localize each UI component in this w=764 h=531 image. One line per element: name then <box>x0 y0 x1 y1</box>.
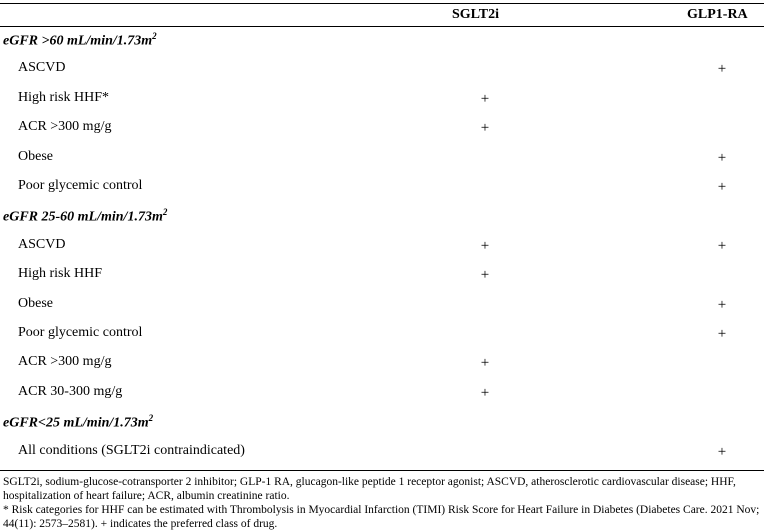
table-row <box>0 325 764 349</box>
table-row <box>0 237 764 261</box>
row-label: ASCVD <box>18 236 66 252</box>
row-label: Poor glycemic control <box>18 178 143 193</box>
row-label: ASCVD <box>18 60 66 76</box>
column-header-glp1ra: GLP1-RA <box>687 7 748 22</box>
footnote-risk: * Risk categories for HHF can be estimated with Thrombolysis in Myocardial Infarction (TIMI) Risk Score for Heart Failure in Diabetes (Diabetes Care. 2021 Nov; 44(11): 2573–2581). + indicates the preferred class of drug. <box>3 504 760 530</box>
table-row <box>0 354 764 378</box>
sglt2i-mark: + <box>480 384 490 401</box>
section-title-superscript: 2 <box>152 31 157 41</box>
row-label: All conditions (SGLT2i contraindicated) <box>18 442 245 458</box>
table-row <box>0 119 764 143</box>
section-title <box>3 413 153 432</box>
footnotes <box>3 475 761 531</box>
sglt2i-mark: + <box>480 120 490 137</box>
table-row <box>0 90 764 114</box>
glp1ra-mark: + <box>717 326 727 342</box>
glp1ra-mark: + <box>717 149 727 166</box>
glp1ra-mark: + <box>717 179 727 195</box>
sglt2i-mark: + <box>480 267 490 284</box>
table-row <box>0 60 764 84</box>
section-title-text: eGFR >60 mL/min/1.73m <box>3 33 153 49</box>
table-bottom-rule <box>0 470 764 471</box>
row-label: High risk HHF* <box>18 89 110 105</box>
section-row <box>0 207 764 231</box>
table-row <box>0 384 764 408</box>
table-row <box>0 149 764 173</box>
section-title <box>3 207 167 226</box>
sglt2i-mark: + <box>480 355 490 372</box>
footnote-abbreviations: SGLT2i, sodium-glucose-cotransporter 2 inhibitor; GLP-1 RA, glucagon-like peptide 1 receptor agonist; ASCVD, atherosclerotic cardiovascular disease; HHF, hospitalization of heart failure; ACR, albumin creatinine ratio. <box>3 476 736 502</box>
section-row <box>0 413 764 437</box>
table-top-rule <box>0 3 764 4</box>
glp1ra-mark: + <box>717 296 727 313</box>
section-title-superscript: 2 <box>162 207 168 218</box>
row-label: ACR 30-300 mg/g <box>18 383 123 399</box>
row-label: Obese <box>18 148 53 164</box>
table-row <box>0 296 764 320</box>
section-title-text: eGFR<25 mL/min/1.73m <box>3 415 149 431</box>
header-rule <box>0 26 764 27</box>
sglt2i-mark: + <box>480 237 490 254</box>
sglt2i-mark: + <box>480 90 490 107</box>
table-row <box>0 266 764 290</box>
glp1ra-mark: + <box>717 61 727 78</box>
section-title-superscript: 2 <box>148 413 154 424</box>
row-label: Poor glycemic control <box>18 325 143 340</box>
table-row <box>0 178 764 202</box>
section-row <box>0 31 764 55</box>
section-title-text: eGFR 25-60 mL/min/1.73m <box>3 210 163 226</box>
row-label: ACR >300 mg/g <box>18 119 112 135</box>
row-label: ACR >300 mg/g <box>18 354 112 370</box>
glp1ra-mark: + <box>717 443 727 460</box>
row-label: High risk HHF <box>18 266 103 282</box>
section-title <box>3 31 157 50</box>
glp1ra-mark: + <box>717 237 727 254</box>
column-header-sglt2i: SGLT2i <box>452 7 499 22</box>
table-row <box>0 443 764 467</box>
row-label: Obese <box>18 295 53 311</box>
